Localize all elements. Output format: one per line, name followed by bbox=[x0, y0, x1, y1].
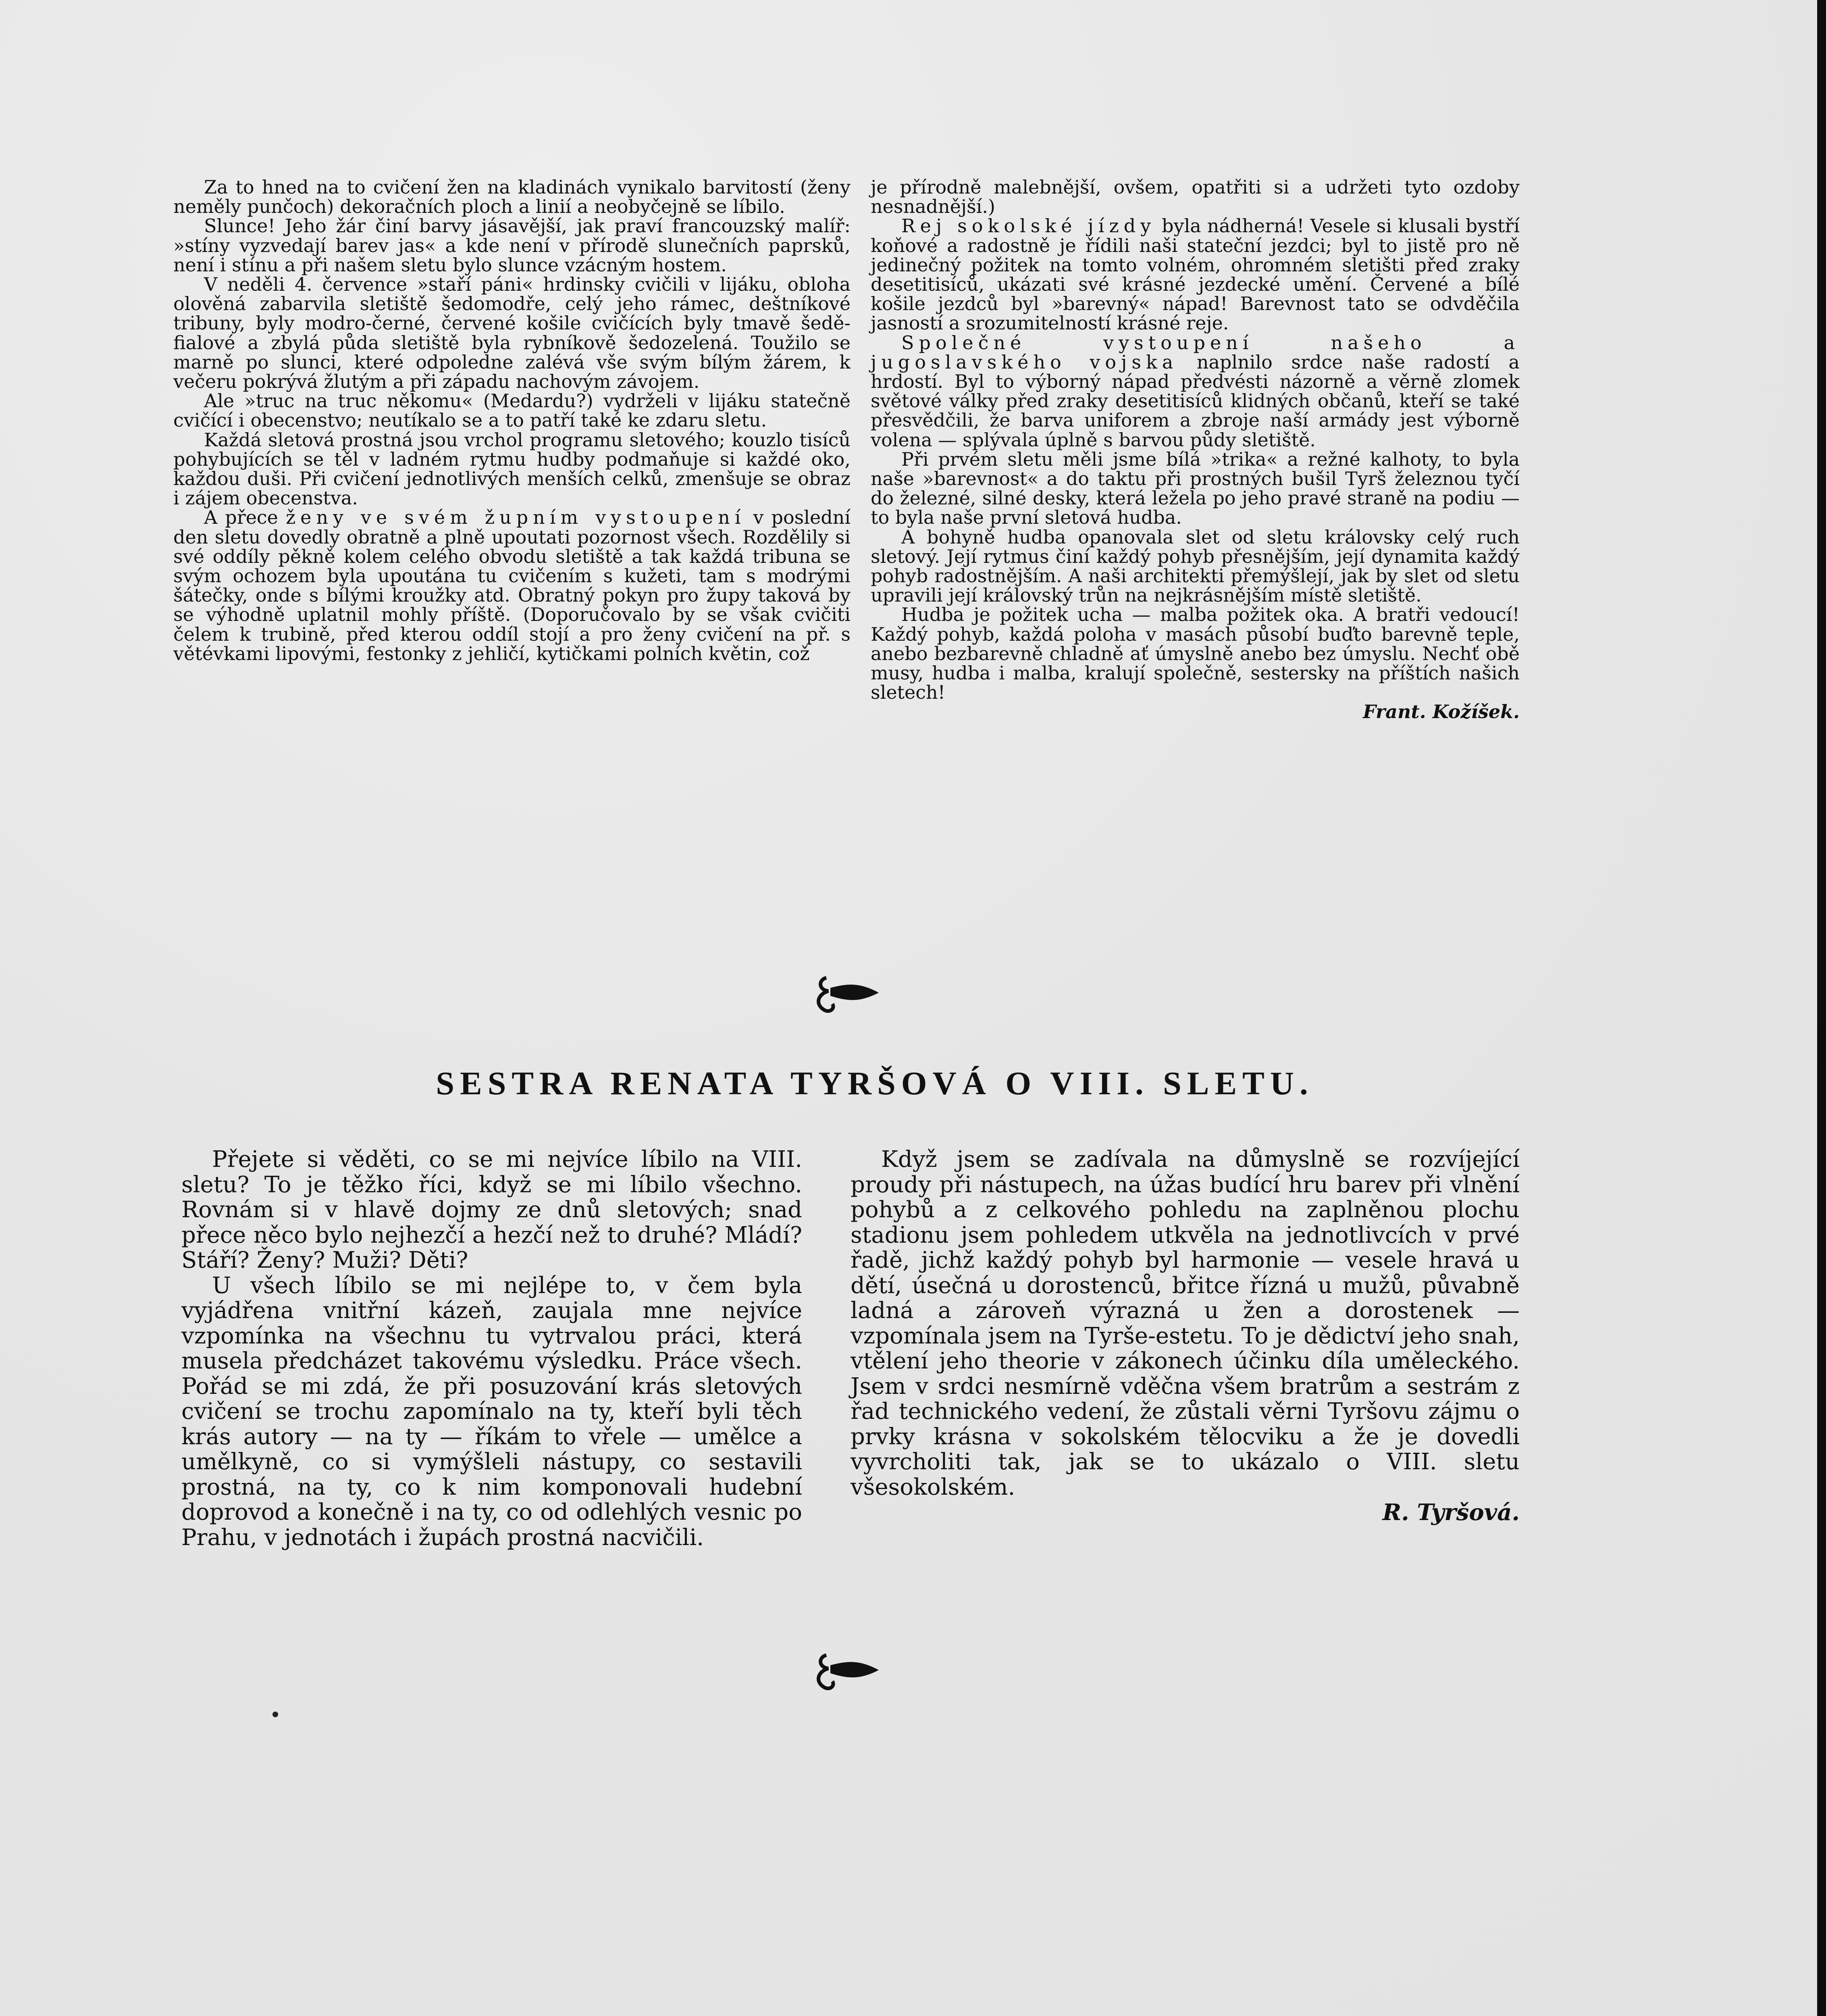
spaced-emphasis: Společné vystoupení našeho a jugoslavského vojska bbox=[871, 331, 1520, 373]
paragraph: Když jsem se zadívala na důmyslně se rozvíjející proudy při nástupech, na úžas budící hru barev při vlnění pohybů a z celkového pohledu na zaplněnou plochu stadionu jsem pohledem utkvěla na jednotlivcích v prvé řadě, jichž každý pohyb byl harmonie — vesele hravá u dětí, úsečná u dorostenců, břitce řízná u mužů, půvabně ladná a zároveň výrazná u žen a dorostenek — vzpomínala jsem na Tyrše-estetu. To je dědictví jeho snah, vtělení jeho theorie v zákonech účinku díla uměleckého. Jsem v srdci nesmírně vděčna všem bratrům a sestrám z řad technického vedení, že zůstali věrni Tyršovu zájmu o prvky krásna v sokolském tělocviku a že je dovedli vyvrcholiti tak, jak se to ukázalo o VIII. sletu všesokolském. bbox=[851, 1146, 1520, 1500]
paragraph bbox=[871, 216, 1520, 333]
lower-left-column bbox=[181, 1147, 802, 1550]
paragraph: Ale »truc na truc někomu« (Medardu?) vydrželi v lijáku statečně cvičící i obecenstvo; neutíkalo se a to patří také ke zdaru sletu. bbox=[173, 390, 851, 431]
fleuron-ornament-top bbox=[810, 972, 887, 1018]
paragraph-lead: A přece bbox=[204, 506, 286, 529]
paragraph: je přírodně malebnější, ovšem, opatřiti si a udržeti tyto ozdoby nesnadnější.) bbox=[871, 176, 1520, 218]
author-signature: Frant. Kožíšek. bbox=[1363, 701, 1520, 723]
paragraph-rest: v poslední den sletu dovedly obratně a plně upoutati pozornost všech. Rozdělily si své oddíly pěkně kolem celého obvodu sletiště a tak každá tribuna se svým ochozem byla upoutána tu cvičením s kužeti, tam s modrými šátečky, onde s bílými kroužky atd. Obratný pokyn pro župy taková by se výhodně uplatnil mohly příště. (Doporučovalo by se však cvičiti čelem k trubině, před kterou oddíl stojí a pro ženy cvičení na př. s větévkami lipovými, festonky z jehličí, kytičkami polních květin, což bbox=[173, 506, 851, 664]
upper-right-column bbox=[871, 177, 1520, 722]
paragraph: Hudba je požitek ucha — malba požitek oka. A bratři vedoucí! Každý pohyb, každá poloha v masách působí buďto barevně teple, anebo bezbarevně chladně ať úmyslně anebo bez úmyslu. Nechť obě musy, hudba i malba, kralují společně, sestersky na příštích našich sletech! bbox=[871, 604, 1520, 704]
author-signature: R. Tyršová. bbox=[1382, 1499, 1520, 1526]
paragraph bbox=[173, 508, 851, 663]
paragraph bbox=[871, 333, 1520, 450]
spaced-emphasis: ženy ve svém župním vystoupení bbox=[285, 506, 746, 529]
spaced-emphasis: Rej sokolské jízdy bbox=[901, 215, 1156, 237]
lower-right-column bbox=[851, 1147, 1520, 1525]
paragraph: A bohyně hudba opanovala slet od sletu královsky celý ruch sletový. Její rytmus činí každý pohyb přesnějším, její dynamita každý pohyb radostnějším. A naši architekti přemýšlejí, jak by slet od sletu upravili její královský trůn na nejkrásnějším místě sletiště. bbox=[871, 526, 1520, 606]
article-title: SESTRA RENATA TYRŠOVÁ O VIII. SLETU. bbox=[436, 1065, 1314, 1102]
paragraph: Přejete si věděti, co se mi nejvíce líbilo na VIII. sletu? To je těžko říci, když se mi líbilo všechno. Rovnám si v hlavě dojmy ze dnů sletových; snad přece něco bylo nejhezčí a hezčí než to druhé? Mládí? Stáří? Ženy? Muži? Děti? bbox=[181, 1146, 802, 1273]
paragraph-rest: naplnilo srdce naše radostí a hrdostí. Byl to výborný nápad předvésti názorně a věrně zlomek světové války před zraky desetitisíců klidných občanů, kteří se také přesvědčili, že barva uniforem a zbroje naší armády jest výborně volena — splývala úplně s barvou půdy sletiště. bbox=[871, 351, 1520, 451]
paragraph: Každá sletová prostná jsou vrchol programu sletového; kouzlo tisíců pohybujících se těl v ladném rytmu hudby podmaňuje si každé oko, každou duši. Při cvičení jednotlivých menších celků, zmenšuje se obraz i zájem obecenstva. bbox=[173, 429, 851, 509]
paragraph: Za to hned na to cvičení žen na kladinách vynikalo barvitostí (ženy neměly punčoch) dekoračních ploch a linií a neobyčejně se líbilo. bbox=[173, 176, 851, 218]
fleuron-ornament-bottom bbox=[810, 1649, 887, 1695]
speck-mark bbox=[272, 1712, 278, 1717]
paragraph: Slunce! Jeho žár činí barvy jásavější, jak praví francouzský malíř: »stíny vyzvedají barev jas« a kde není v přírodě slunečních paprsků, není i stínu a při našem sletu bylo slunce vzácným hostem. bbox=[173, 215, 851, 276]
paragraph: V neděli 4. července »staří páni« hrdinsky cvičili v lijáku, obloha olověná zabarvila sletiště šedomodře, celý jeho rámec, deštníkové tribuny, byly modro-černé, červené košile cvičících byly tmavě šedě-fialové a zbylá půda sletiště byla rybníkově šedozelená. Toužilo se marně po slunci, které odpoledne zalévá vše svým bílým žárem, k večeru pokrývá žlutým a při západu nachovým závojem. bbox=[173, 273, 851, 393]
paragraph: Při prvém sletu měli jsme bílá »trika« a režné kalhoty, to byla naše »barevnost« a do taktu při prostných bušil Tyrš železnou tyčí do železné, silné desky, která ležela po jeho pravé straně na podiu — to byla naše první sletová hudba. bbox=[871, 448, 1520, 529]
upper-left-column bbox=[173, 177, 851, 663]
paragraph-rest: byla nádherná! Vesele si klusali bystří koňové a radostně je řídili naši stateční jezdci; byl to jistě pro ně jedinečný požitek na tomto volném, ohromném sletišti před zraky desetitisíců, ukázati své krásné jezdecké umění. Červené a bílé košile jezdců byl »barevný« nápad! Barevnost tato se odvděčila jasností a srozumitelností krásné reje. bbox=[871, 215, 1520, 334]
paragraph: U všech líbilo se mi nejlépe to, v čem byla vyjádřena vnitřní kázeň, zaujala mne nejvíce vzpomínka na všechnu tu vytrvalou práci, která musela předcházet takovému výsledku. Práce všech. Pořád se mi zdá, že při posuzování krás sletových cvičení se trochu zapomínalo na ty, kteří byli těch krás autory — na ty — říkám to vřele — umělce a umělkyně, co si vymýšleli nástupy, co sestavili prostná, na ty, co k nim komponovali hudební doprovod a konečně i na ty, co od odlehlých vesnic po Prahu, v jednotách i župách prostná nacvičili. bbox=[181, 1272, 802, 1551]
